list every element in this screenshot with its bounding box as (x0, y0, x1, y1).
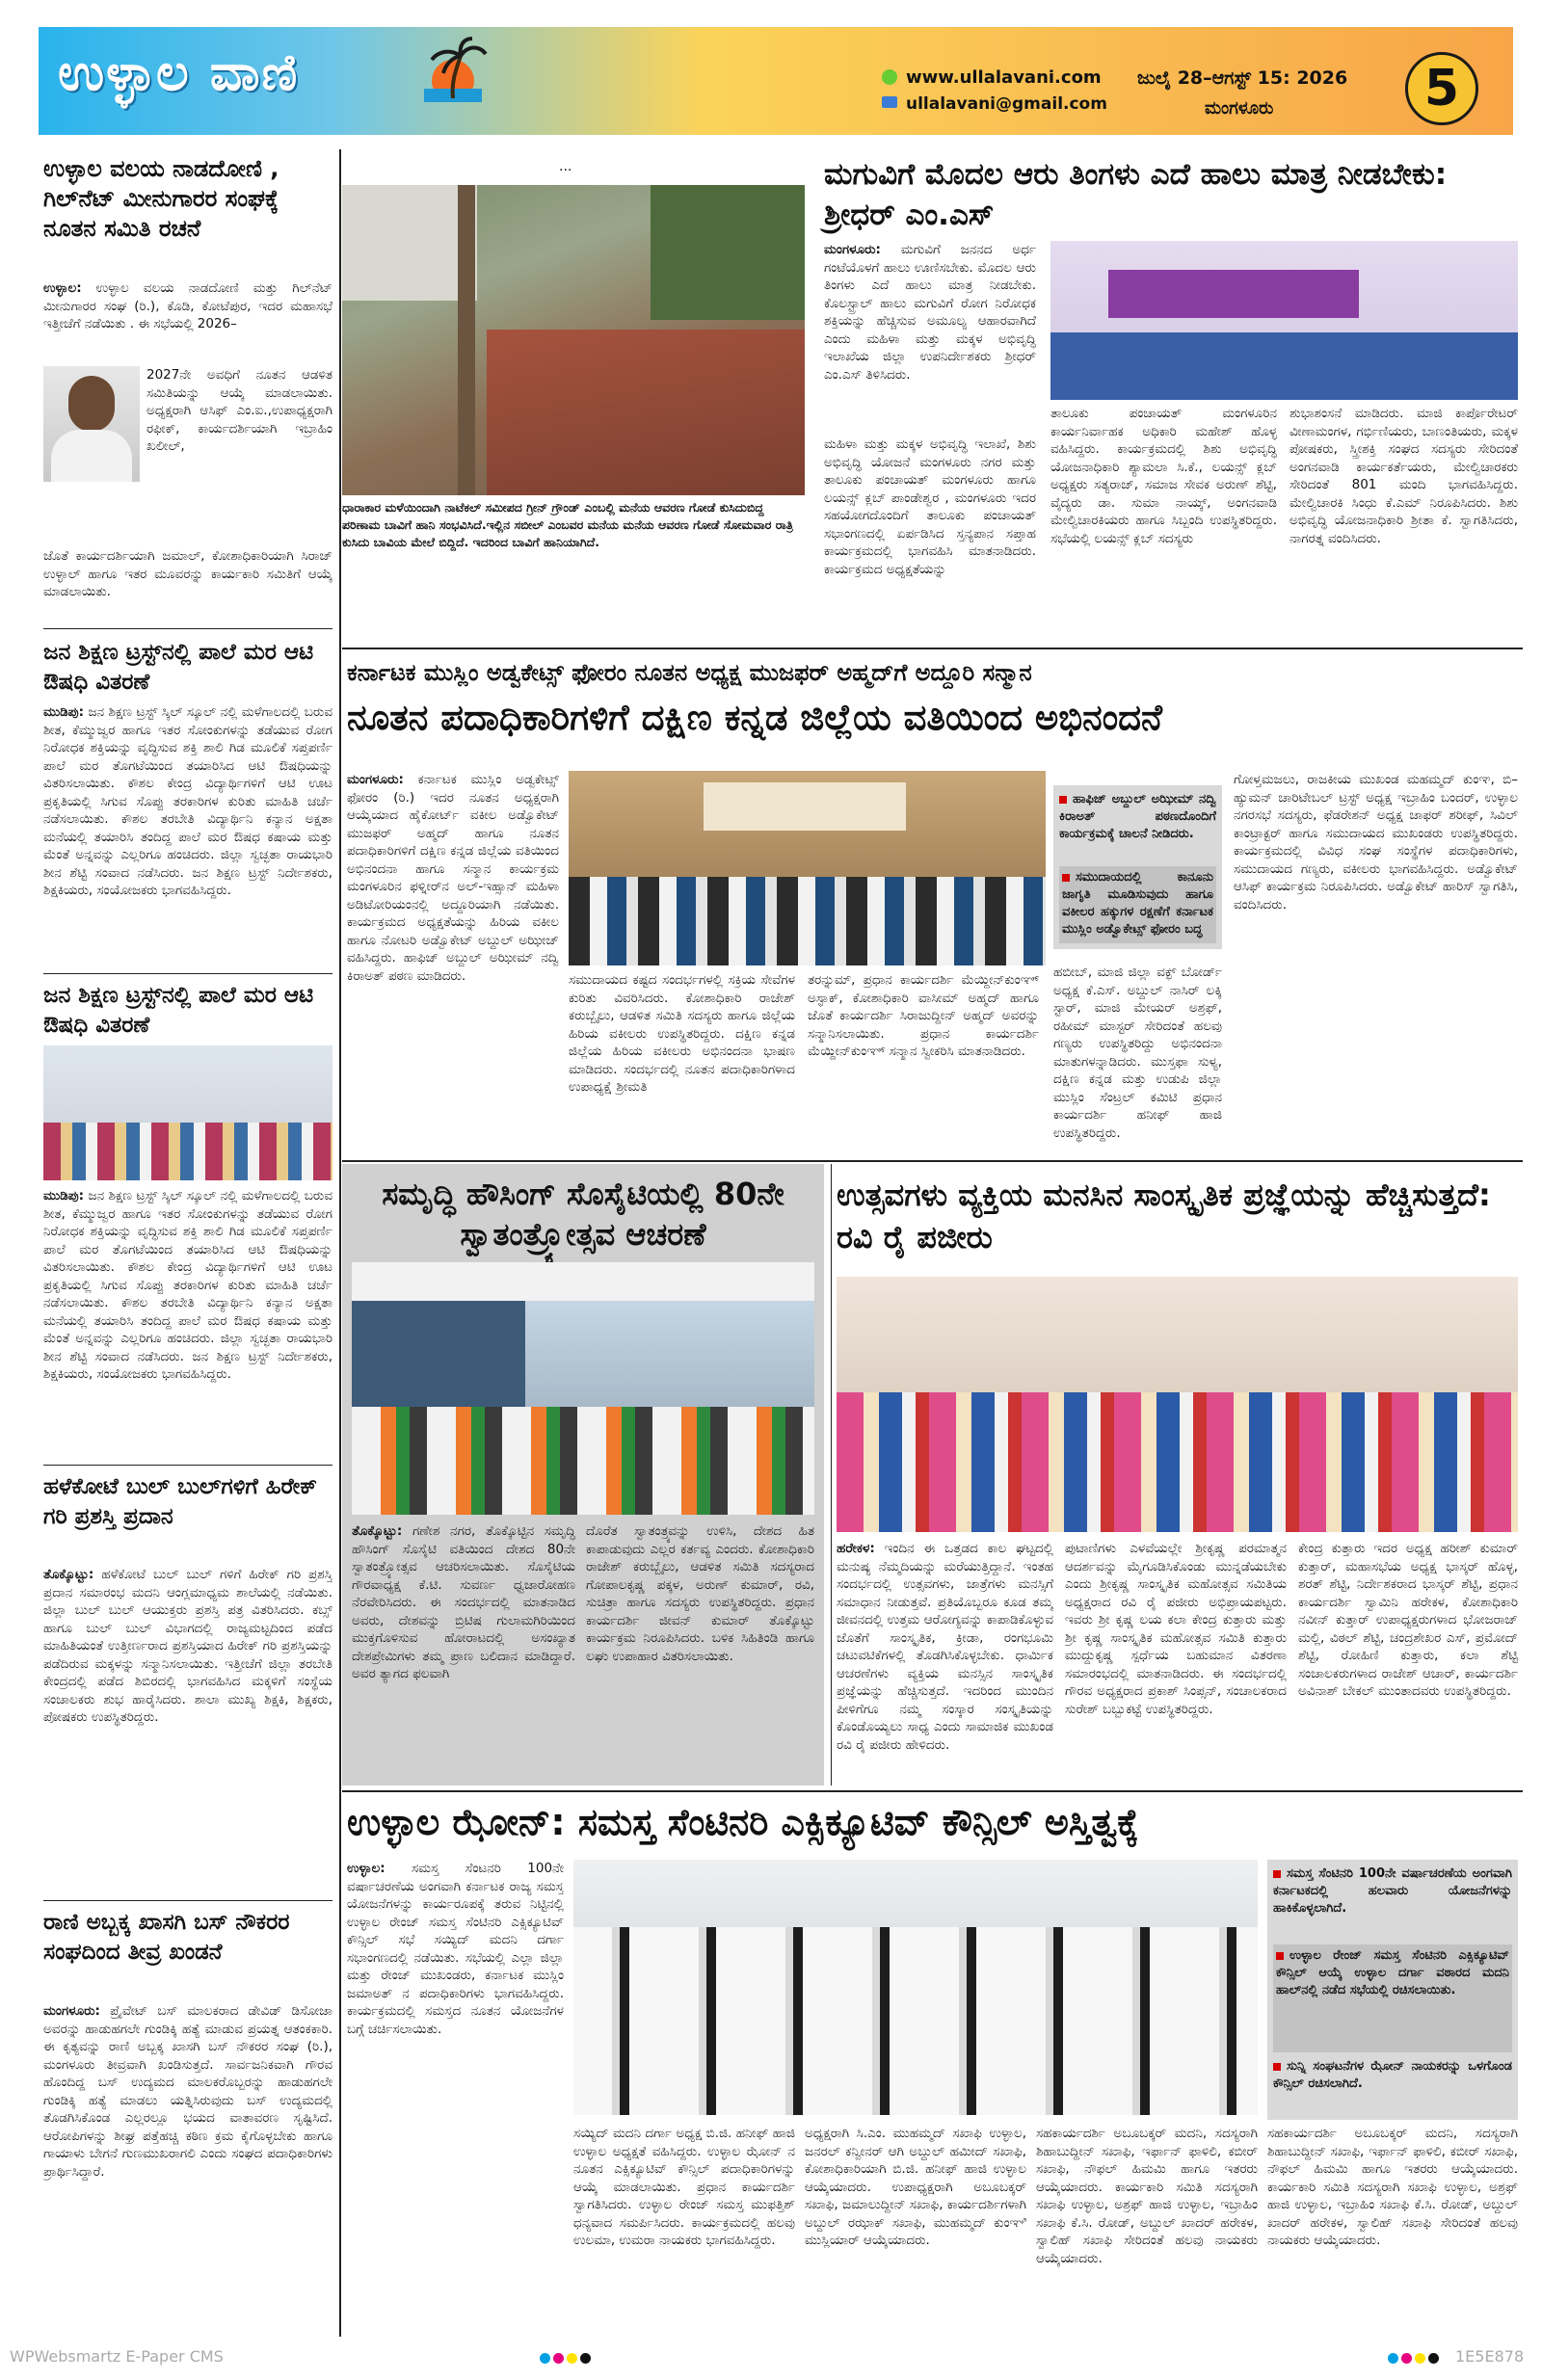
article-body: ತೊಕ್ಕೊಟ್ಟು: ಹಳೆಕೋಟೆ ಬುಲ್ ಬುಲ್ ಗಳಿಗೆ ಹಿರೇಕ್ ಗರಿ ಪ್ರಶಸ್ತಿ ಪ್ರದಾನ ಸಮಾರಂಭ ಮದನಿ ಆಂಗ್ಲಮಾಧ್ಯಮ ಶಾಲೆಯಲ್ಲಿ ನಡೆಯಿತು. ಜಿಲ್ಲಾ ಬುಲ್ ಬುಲ್ ಆಯುಕ್ತರು ಪ್ರಶಸ್ತಿ ಪತ್ರ ವಿತರಿಸಿದರು. ಕಬ್ಸ್ ಹಾಗೂ ಬುಲ್ ಬುಲ್ ವಿಭಾಗದಲ್ಲಿ ರಾಜ್ಯಮಟ್ಟದಿಂದ ಪಡೆದ ಮಾಹಿತಿಯಂತೆ ಉತ್ತೀರ್ಣರಾದ ಪ್ರಶಸ್ತಿಯಾದ ಹಿರೇಕ್ ಗರಿ ಪ್ರಶಸ್ತಿಯನ್ನು ಪಡೆದಿರುವ ಮಕ್ಕಳನ್ನು ಸನ್ಮಾನಿಸಲಾಯಿತು. ಇತ್ತೀಚೆಗೆ ಜಿಲ್ಲಾ ತರಬೇತಿ ಕೇಂದ್ರದಲ್ಲಿ ಪಡೆದ ಶಿಬಿರದಲ್ಲಿ ಭಾಗವಹಿಸಿದ ಮಕ್ಕಳಿಗೆ ಸಂಸ್ಥೆಯ ಸಂಚಾಲಕರು ಶುಭ ಹಾರೈಸಿದರು. ಶಾಲಾ ಮುಖ್ಯ ಶಿಕ್ಷಕಿ, ಶಿಕ್ಷಕರು, ಪೋಷಕರು ಉಪಸ್ಥಿತರಿದ್ದರು. (43, 1567, 332, 1725)
article-body: ತಾಲೂಕು ಪಂಚಾಯತ್ ಮಂಗಳೂರಿನ ಕಾರ್ಯನಿರ್ವಾಹಕ ಅಧಿಕಾರಿ ಮಹೇಶ್ ಹೊಳ್ಳ ವಹಿಸಿದ್ದರು. ಕಾರ್ಯಕ್ರಮದಲ್ಲಿ ಶಿಶು ಅಭಿವೃದ್ಧಿ ಯೋಜನಾಧಿಕಾರಿ ಶ್ಯಾಮಲಾ ಸಿ.ಕೆ., ಲಯನ್ಸ್ ಕ್ಲಬ್ ಅಧ್ಯಕ್ಷರು ಸತ್ಯರಾಜ್, ಸಮಾಜ ಸೇವಕ ಅರುಣ್ ಶೆಟ್ಟಿ, ವೈದ್ಯರು ಡಾ. ಸುಮಾ ನಾಯ್ಕ್, ಅಂಗನವಾಡಿ ಮೇಲ್ವಿಚಾರಕಿಯರು ಹಾಗೂ ಸಿಬ್ಬಂದಿ ಉಪಸ್ಥಿತರಿದ್ದರು. ಸಭೆಯಲ್ಲಿ ಲಯನ್ಸ್ ಕ್ಲಬ್ ಸದಸ್ಯರು (1050, 406, 1277, 546)
article-body: ಶುಭಾಶಂಸನೆ ಮಾಡಿದರು. ಮಾಜಿ ಕಾರ್ಪೊರೇಟರ್ ವೀಣಾಮಂಗಳ, ಗರ್ಭಿಣಿಯರು, ಬಾಣಂತಿಯರು, ಮಕ್ಕಳ ಪೋಷಕರು, ಸ್ತ್ರೀಶಕ್ತಿ ಸಂಘದ ಸದಸ್ಯರು ಸೇರಿದಂತೆ ಅಂಗನವಾಡಿ ಕಾರ್ಯಕರ್ತೆಯರು, ಮೇಲ್ವಿಚಾರಕರು ಸೇರಿದಂತೆ 801 ಮಂದಿ ಭಾಗವಹಿಸಿದ್ದರು. ಮೇಲ್ವಿಚಾರಕಿ ಸಿಂಧು ಕೆ.ಎಮ್ ನಿರೂಪಿಸಿದರು. ಶಿಶು ಅಭಿವೃದ್ಧಿ ಯೋಜನಾಧಿಕಾರಿ ಶ್ರೀತಾ ಕೆ. ಸ್ವಾಗತಿಸಿದರು, ನಾಗರತ್ನ ವಂದಿಸಿದರು. (1289, 406, 1518, 546)
divider (43, 1900, 332, 1901)
headline-bulbul-award: ಹಳೆಕೋಟೆ ಬುಲ್ ಬುಲ್‌ಗಳಿಗೆ ಹಿರೇಕ್ ಗರಿ ಪ್ರಶಸ್ತಿ ಪ್ರದಾನ (43, 1474, 318, 1529)
wall-collapse-photo (342, 185, 805, 495)
headline-jana-shikshana: ಜನ ಶಿಕ್ಷಣ ಟ್ರಸ್ಟ್‌ನಲ್ಲಿ ಪಾಲೆ ಮರ ಆಟಿ ಔಷಧಿ ವಿತರಣೆ (43, 640, 314, 695)
highlight-item: ಸಮುದಾಯದಲ್ಲಿ ಕಾನೂನು ಜಾಗೃತಿ ಮೂಡಿಸುವುದು ಹಾಗೂ ವಕೀಲರ ಹಕ್ಕುಗಳ ರಕ್ಷಣೆಗೆ ಕರ್ನಾಟಕ ಮುಸ್ಲಿಂ ಅಡ್ವೊಕೇಟ್ಸ್ ಫೋರಂ ಬದ್ಧ (1059, 866, 1216, 943)
kicker-muslim-forum: ಕರ್ನಾಟಕ ಮುಸ್ಲಿಂ ಅಡ್ವಕೇಟ್ಸ್ ಫೋರಂ ನೂತನ ಅಧ್ಯಕ್ಷ ಮುಜಫರ್ ಅಹ್ಮದ್‌ಗೆ ಅದ್ದೂರಿ ಸನ್ಮಾನ (347, 659, 1032, 686)
edition-city: ಮಂಗಳೂರು (1205, 98, 1274, 119)
article-body: ಮಂಗಳೂರು: ಪ್ರೈವೇಟ್ ಬಸ್ ಮಾಲಕರಾದ ಡೇವಿಡ್ ಡಿಸೋಜಾ ಅವರನ್ನು ಹಾಡುಹಗಲೇ ಗುಂಡಿಕ್ಕಿ ಹತ್ಯೆ ಮಾಡುವ ಪ್ರಯತ್ನ ಆತಂಕಕಾರಿ. ಈ ಕೃತ್ಯವನ್ನು ರಾಣಿ ಅಬ್ಬಕ್ಕ ಖಾಸಗಿ ಬಸ್ ನೌಕರರ ಸಂಘ (ರಿ.), ಮಂಗಳೂರು ತೀವ್ರವಾಗಿ ಖಂಡಿಸುತ್ತದೆ. ಸಾರ್ವಜನಿಕವಾಗಿ ಗೌರವ ಹೊಂದಿದ್ದ ಬಸ್ ಉದ್ಯಮದ ಮಾಲಕರೊಬ್ಬರನ್ನು ಹಾಡುಹಗಲೇ ಗುಂಡಿಕ್ಕಿ ಹತ್ಯೆ ಮಾಡಲು ಯತ್ನಿಸಿರುವುದು ಬಸ್ ಉದ್ಯಮದಲ್ಲಿ ತೊಡಗಿಸಿಕೊಂಡ ಎಲ್ಲರಲ್ಲೂ ಭಯದ ವಾತಾವರಣ ಸೃಷ್ಟಿಸಿದೆ. ಆರೋಪಿಗಳನ್ನು ಶೀಘ್ರ ಪತ್ತೆಹಚ್ಚಿ ಕಠಿಣ ಕ್ರಮ ಕೈಗೊಳ್ಳಬೇಕು ಹಾಗೂ ಗಾಯಾಳು ಬೇಗನೆ ಗುಣಮುಖರಾಗಲಿ ಎಂದು ಸಂಘದ ಪದಾಧಿಕಾರಿಗಳು ಪ್ರಾರ್ಥಿಸಿದ್ದಾರೆ. (43, 2003, 332, 2180)
headline-bus-union: ರಾಣಿ ಅಬ್ಬಕ್ಕ ಖಾಸಗಿ ಬಸ್ ನೌಕರರ ಸಂಘದಿಂದ ತೀವ್ರ ಖಂಡನೆ (43, 1910, 290, 1965)
article-body: ಹಬೀಬ್, ಮಾಜಿ ಜಿಲ್ಲಾ ವಕ್ಫ್ ಬೋರ್ಡ್ ಅಧ್ಯಕ್ಷ ಕೆ.ಎಸ್. ಅಬ್ದುಲ್ ನಾಸಿರ್ ಲಕ್ಕಿ ಸ್ಟಾರ್, ಮಾಜಿ ಮೇಯರ್ ಅಶ್ರಫ್, ರಹೀಮ್ ಮಾಸ್ಟರ್ ಸೇರಿದಂತೆ ಹಲವು ಗಣ್ಯರು ಉಪಸ್ಥಿತರಿದ್ದು ಅಭಿನಂದನಾ ಮಾತುಗಳನ್ನಾಡಿದರು. ಮುಸ್ತಫಾ ಸುಳ್ಯ, ದಕ್ಷಿಣ ಕನ್ನಡ ಮತ್ತು ಉಡುಪಿ ಜಿಲ್ಲಾ ಮುಸ್ಲಿಂ ಸೆಂಟ್ರಲ್ ಕಮಿಟಿ ಪ್ರಧಾನ ಕಾರ್ಯದರ್ಶಿ ಹನೀಫ್ ಹಾಜಿ ಉಪಸ್ಥಿತರಿದ್ದರು. (1053, 965, 1222, 1141)
article-body: ಮುಡಿಪು: ಜನ ಶಿಕ್ಷಣ ಟ್ರಸ್ಟ್ ಸ್ಕಿಲ್ ಸ್ಕೂಲ್ ನಲ್ಲಿ ಮಳೆಗಾಲದಲ್ಲಿ ಬರುವ ಶೀತ, ಕೆಮ್ಮುಜ್ವರ ಹಾಗೂ ಇತರ ಸೋಂಕುಗಳನ್ನು ತಡೆಯುವ ರೋಗ ನಿರೋಧಕ ಶಕ್ತಿಯನ್ನು ವೃದ್ಧಿಸುವ ಶಕ್ತಿ ಶಾಲಿ ಗಿಡ ಮೂಲಿಕೆ ಸಪ್ತಪರ್ಣಿ ಪಾಲೆ ಮರ ತೊಗಟೆಯಿಂದ ತಯಾರಿಸಿದ ಆಟಿ ಔಷಧಿಯನ್ನು ವಿತರಿಸಲಾಯಿತು. ಕೌಶಲ ಕೇಂದ್ರ ವಿದ್ಯಾರ್ಥಿಗಳಿಗೆ ಆಟಿ ಊಟ ಪ್ರಕೃತಿಯಲ್ಲಿ ಸಿಗುವ ಸೊಪ್ಪು ತರಕಾರಿಗಳ ಕುರಿತು ಮಾಹಿತಿ ಚರ್ಚೆ ನಡೆಸಲಾಯಿತು. ಕೌಶಲ ತರಬೇತಿ ವಿದ್ಯಾರ್ಥಿನಿ ಕನ್ಯಾನ ಅಕ್ಷತಾ ಮನೆಯಲ್ಲಿ ತಯಾರಿಸಿ ತಂದಿದ್ದ ಪಾಲೆ ಮರ ಔಷಧ ಕಷಾಯ ಮತ್ತು ಮೆಂತೆ ಅನ್ನವನ್ನು ಎಲ್ಲರಿಗೂ ಹಂಚಿದರು. ಜಿಲ್ಲಾ ಸ್ವಚ್ಛತಾ ರಾಯಭಾರಿ ಶೀನ ಶೆಟ್ಟಿ ಸಂವಾದ ನಡೆಸಿದರು. ಜನ ಶಿಕ್ಷಣ ಟ್ರಸ್ಟ್ ನಿರ್ದೇಶಕರು, ಶಿಕ್ಷಕಿಯರು, ಸಂಯೋಜಕರು ಭಾಗವಹಿಸಿದ್ದರು. (43, 704, 332, 898)
divider (342, 1160, 1523, 1162)
headline-housing: ಸಮೃದ್ಧಿ ಹೌಸಿಂಗ್ ಸೊಸೈಟಿಯಲ್ಲಿ 80ನೇ ಸ್ವಾತಂತ್ರ್ಯೋತ್ಸವ ಆಚರಣೆ (382, 1176, 784, 1253)
headline-ullal-zone: ಉಳ್ಳಾಲ ಝೋನ್: ಸಮಸ್ತ ಸೆಂಟಿನರಿ ಎಕ್ಸಿಕ್ಯೂಟಿವ್ ಕೌನ್ಸಿಲ್ ಅಸ್ತಿತ್ವಕ್ಕೆ (347, 1801, 1139, 1843)
council-photo (573, 1860, 1258, 2115)
headline-breastfeeding: ಮಗುವಿಗೆ ಮೊದಲ ಆರು ತಿಂಗಳು ಎದೆ ಹಾಲು ಮಾತ್ರ ನೀಡಬೇಕು: ಶ್ರೀಧರ್ ಎಂ.ಎಸ್ (824, 157, 1448, 232)
headline-muslim-forum: ನೂತನ ಪದಾಧಿಕಾರಿಗಳಿಗೆ ದಕ್ಷಿಣ ಕನ್ನಡ ಜಿಲ್ಲೆಯ ವತಿಯಿಂದ ಅಭಿನಂದನೆ (347, 697, 1163, 738)
face-shape (68, 376, 115, 432)
divider (43, 628, 332, 629)
article-body: ಸಯ್ಯಿದ್ ಮದನಿ ದರ್ಗಾ ಅಧ್ಯಕ್ಷ ಬಿ.ಜಿ. ಹನೀಫ್ ಹಾಜಿ ಉಳ್ಳಾಲ ಅಧ್ಯಕ್ಷತೆ ವಹಿಸಿದ್ದರು. ಉಳ್ಳಾಲ ಝೋನ್ ನ ನೂತನ ಎಕ್ಸಿಕ್ಯೂಟಿವ್ ಕೌನ್ಸಿಲ್ ಪದಾಧಿಕಾರಿಗಳನ್ನು ಆಯ್ಕೆ ಮಾಡಲಾಯಿತು. ಪ್ರಧಾನ ಕಾರ್ಯದರ್ಶಿ ಸ್ವಾಗತಿಸಿದರು. ಉಳ್ಳಾಲ ರೇಂಜ್ ಸಮಸ್ತ ಮುಫತ್ತಿಶ್ ಧನ್ಯವಾದ ಸಮರ್ಪಿಸಿದರು. ಕಾರ್ಯಕ್ರಮದಲ್ಲಿ ಹಲವು ಉಲಮಾ, ಉಮರಾ ನಾಯಕರು ಭಾಗವಹಿಸಿದ್ದರು. (573, 2126, 795, 2248)
article-body: ಸಮುದಾಯದ ಕಷ್ಟದ ಸಂದರ್ಭಗಳಲ್ಲಿ ಸಕ್ರಿಯ ಸೇವೆಗಳ ಕುರಿತು ವಿವರಿಸಿದರು. ಕೋಶಾಧಿಕಾರಿ ರಾಜೇಶ್ ಕರುಬ್ಬೈಲು, ಆಡಳಿತ ಸಮಿತಿ ಸದಸ್ಯರು ಹಾಗೂ ಜಿಲ್ಲೆಯ ಹಿರಿಯ ವಕೀಲರು ಉಪಸ್ಥಿತರಿದ್ದರು. ದಕ್ಷಿಣ ಕನ್ನಡ ಜಿಲ್ಲೆಯ ಹಿರಿಯ ವಕೀಲರು ಅಭಿನಂದನಾ ಭಾಷಣ ಮಾಡಿದರು. ಸಂದರ್ಭದಲ್ಲಿ ನೂತನ ಪದಾಧಿಕಾರಿಗಳಾದ ಉಪಾಧ್ಯಕ್ಷೆ ಶ್ರೀಮತಿ (569, 972, 795, 1095)
divider (342, 1790, 1523, 1792)
article-body: ತರನ್ನುಮ್, ಪ್ರಧಾನ ಕಾರ್ಯದರ್ಶಿ ಮೆಯ್ದೀನ್‌ಕುಂಞ್ ಅಸ್ಫಾಕ್, ಕೋಶಾಧಿಕಾರಿ ವಾಸೀಮ್ ಅಹ್ಮದ್ ಹಾಗೂ ಜೊತೆ ಕಾರ್ಯದರ್ಶಿ ಸಿರಾಜುದ್ದೀನ್ ಅಹ್ಮದ್ ಅವರನ್ನು ಸನ್ಮಾನಿಸಲಾಯಿತು. ಪ್ರಧಾನ ಕಾರ್ಯದರ್ಶಿ ಮೆಯ್ದೀನ್‌ಕುಂಞ್ ಸನ್ಮಾನ ಸ್ವೀಕರಿಸಿ ಮಾತನಾಡಿದರು. (808, 972, 1039, 1059)
color-registration-dots (540, 2349, 594, 2367)
article-body: ಅಧ್ಯಕ್ಷರಾಗಿ ಸಿ.ಎಂ. ಮುಹಮ್ಮದ್ ಸಖಾಫಿ ಉಳ್ಳಾಲ, ಜನರಲ್ ಕನ್ವೀನರ್ ಆಗಿ ಅಬ್ದುಲ್ ಹಮೀದ್ ಸಖಾಫಿ, ಕೋಶಾಧಿಕಾರಿಯಾಗಿ ಬಿ.ಜಿ. ಹನೀಫ್ ಹಾಜಿ ಉಳ್ಳಾಲ ಆಯ್ಕೆಯಾದರು. ಉಪಾಧ್ಯಕ್ಷರಾಗಿ ಅಬೂಬಕ್ಕರ್ ಸಖಾಫಿ, ಜಮಾಲುದ್ದೀನ್ ಸಖಾಫಿ, ಕಾರ್ಯದರ್ಶಿಗಳಾಗಿ ಅಬ್ದುಲ್ ರಝಾಕ್ ಸಖಾಫಿ, ಮುಹಮ್ಮದ್ ಕುಂಞಿ ಮುಸ್ಲಿಯಾರ್ ಆಯ್ಕೆಯಾದರು. (805, 2126, 1026, 2248)
edition-date: ಜುಲೈ 28–ಆಗಸ್ಟ್ 15: 2026 (1137, 67, 1348, 89)
highlight-item: ಉಳ್ಳಾಲ ರೇಂಜ್ ಸಮಸ್ತ ಸೆಂಟಿನರಿ ಎಕ್ಸಿಕ್ಯೂಟಿವ್ ಕೌನ್ಸಿಲ್ ಆಯ್ಕೆ ಉಳ್ಳಾಲ ದರ್ಗಾ ವಠಾರದ ಮದನಿ ಹಾಲ್‌ನಲ್ಲಿ ನಡೆದ ಸಭೆಯಲ್ಲಿ ರಚಿಸಲಾಯಿತು. (1273, 1944, 1512, 2052)
footer-cms: WPWebsmartz E-Paper CMS (10, 2347, 224, 2366)
photo-caption: ಧಾರಾಕಾರ ಮಳೆಯಿಂದಾಗಿ ನಾಟೆಕಲ್ ಸಮೀಪದ ಗ್ರೀನ್ ಗ್ರೌಂಡ್ ಎಂಬಲ್ಲಿ ಮನೆಯ ಆವರಣ ಗೋಡೆ ಕುಸಿದುಬಿದ್ದ ಪರಿಣಾಮ ಬಾವಿಗೆ ಹಾನಿ ಸಂಭವಿಸಿದೆ.ಇಲ್ಲಿನ ಸಬೀಲ್ ಎಂಬವರ ಮನೆಯ ಮನೆಯ ಆವರಣ ಗೋಡೆ ಸೋಮವಾರ ರಾತ್ರಿ ಕುಸಿದು ಬಾವಿಯ ಮೇಲೆ ಬಿದ್ದಿದೆ. ಇದರಿಂದ ಬಾವಿಗೆ ಹಾನಿಯಾಗಿದೆ. (342, 500, 793, 549)
article-body: 2027ನೇ ಅವಧಿಗೆ ನೂತನ ಆಡಳಿತ ಸಮಿತಿಯನ್ನು ಆಯ್ಕೆ ಮಾಡಲಾಯಿತು. ಅಧ್ಯಕ್ಷರಾಗಿ ಆಸಿಫ್ ಎಂ.ಐ.,ಉಪಾಧ್ಯಕ್ಷರಾಗಿ ರಫೀಕ್, ಕಾರ್ಯದರ್ಶಿಯಾಗಿ ಇಬ್ರಾಹಿಂ ಖಲೀಲ್, (146, 367, 332, 454)
headline-culture: ಉತ್ಸವಗಳು ವ್ಯಕ್ತಿಯ ಮನಸಿನ ಸಾಂಸ್ಕೃತಿಕ ಪ್ರಜ್ಞೆಯನ್ನು ಹೆಚ್ಚಿಸುತ್ತದೆ: ರವಿ ರೈ ಪಜೀರು (837, 1177, 1491, 1256)
divider (43, 973, 332, 974)
forum-group-photo (569, 771, 1046, 965)
footer-code: 1E5E878 (1455, 2347, 1525, 2366)
page-number: 5 (1405, 52, 1478, 125)
award-photo (837, 1277, 1518, 1532)
column-divider (831, 1164, 832, 1785)
article-body: ಪುಟಾಣಿಗಳು ಎಳವೆಯಲ್ಲೇ ಶ್ರೀಕೃಷ್ಣ ಪರಮಾತ್ಮನ ಆದರ್ಶವನ್ನು ಮೈಗೂಡಿಸಿಕೊಂಡು ಮುನ್ನಡೆಯಬೇಕು ಎಂದು ಶ್ರೀಕೃಷ್ಣ ಸಾಂಸ್ಕೃತಿಕ ಮಹೋತ್ಸವ ಸಮಿತಿಯ ಅಧ್ಯಕ್ಷರಾದ ರವಿ ರೈ ಪಜೀರು ಅಭಿಪ್ರಾಯಪಟ್ಟರು. ಇವರು ಶ್ರೀ ಕೃಷ್ಣ ಲಯ ಕಲಾ ಕೇಂದ್ರ ಕುತ್ತಾರು ಮತ್ತು ಶ್ರೀ ಕೃಷ್ಣ ಸಾಂಸ್ಕೃತಿಕ ಮಹೋತ್ಸವ ಸಮಿತಿ ಕುತ್ತಾರು ಮುದ್ದುಕೃಷ್ಣ ಸ್ಪರ್ಧೆಯ ಬಹುಮಾನ ವಿತರಣಾ ಸಮಾರಂಭದಲ್ಲಿ ಮಾತನಾಡಿದರು. ಈ ಸಂದರ್ಭದಲ್ಲಿ ಗೌರವ ಅಧ್ಯಕ್ಷರಾದ ಪ್ರಕಾಶ್ ಸಿಂಪ್ಸನ್, ಸಂಚಾಲಕರಾದ ಸುರೇಶ್ ಬಬ್ಬುಕಟ್ಟೆ ಉಪಸ್ಥಿತರಿದ್ದರು. (1065, 1541, 1287, 1717)
headline-ullal-fishermen: ಉಳ್ಳಾಲ ವಲಯ ನಾಡದೋಣಿ , ಗಿಲ್‌ನೆಟ್ ಮೀನುಗಾರರ ಸಂಘಕ್ಕೆ ನೂತನ ಸಮಿತಿ ರಚನೆ (43, 155, 279, 242)
highlight-item: ಹಾಫಿಜ್ ಅಬ್ದುಲ್ ಅಝೀಮ್ ನದ್ವಿ ಕಿರಾಅತ್ ಪಠಣದೊಂದಿಗೆ ಕಾರ್ಯಕ್ರಮಕ್ಕೆ ಚಾಲನೆ ನೀಡಿದರು. (1059, 792, 1216, 841)
highlight-box (1267, 1860, 1518, 2120)
highlight-item: ಸುನ್ನಿ ಸಂಘಟನೆಗಳ ಝೋನ್ ನಾಯಕರನ್ನು ಒಳಗೊಂಡ ಕೌನ್ಸಿಲ್ ರಚಿಸಲಾಗಿದೆ. (1273, 2059, 1512, 2091)
mail-icon (882, 96, 897, 108)
color-registration-dots (1388, 2349, 1442, 2367)
article-body: ಜೊತೆ ಕಾರ್ಯದರ್ಶಿಯಾಗಿ ಜಮಾಲ್, ಕೋಶಾಧಿಕಾರಿಯಾಗಿ ಸಿರಾಜ್ ಉಳ್ಳಾಲ್ ಹಾಗೂ ಇತರ ಮೂವರನ್ನು ಕಾರ್ಯಕಾರಿ ಸಮಿತಿಗೆ ಆಯ್ಕೆ ಮಾಡಲಾಯಿತು. (43, 548, 332, 599)
photo-marker: ... (559, 159, 572, 174)
flag-hoisting-photo (352, 1262, 814, 1515)
article-body: ಸಹಕಾರ್ಯದರ್ಶಿ ಅಬೂಬಕ್ಕರ್ ಮದನಿ, ಸದಸ್ಯರಾಗಿ ಶಿಹಾಬುದ್ದೀನ್ ಸಖಾಫಿ, ಇರ್ಫಾನ್ ಫಾಳಿಲಿ, ಕಬೀರ್ ಸಖಾಫಿ, ನೌಫಲ್ ಹಿಮಮಿ ಹಾಗೂ ಇತರರು ಆಯ್ಕೆಯಾದರು. ಕಾರ್ಯಕಾರಿ ಸಮಿತಿ ಸದಸ್ಯರಾಗಿ ಸಖಾಫಿ ಉಳ್ಳಾಲ, ಅಶ್ರಫ್ ಹಾಜಿ ಉಳ್ಳಾಲ, ಇಬ್ರಾಹಿಂ ಸಖಾಫಿ ಕೆ.ಸಿ. ರೋಡ್, ಅಬ್ದುಲ್ ಖಾದರ್ ಹರೇಕಳ, ಸ್ವಾಲಿಹ್ ಸಖಾಫಿ ಸೇರಿದಂತೆ ಹಲವು ನಾಯಕರು ಆಯ್ಕೆಯಾದರು. (1036, 2126, 1258, 2266)
group-photo (43, 1045, 332, 1180)
article-body: ದೊರೆತ ಸ್ವಾತಂತ್ರ್ಯವನ್ನು ಉಳಿಸಿ, ದೇಶದ ಹಿತ ಕಾಪಾಡುವುದು ಎಲ್ಲರ ಕರ್ತವ್ಯ ಎಂದರು. ಕೋಶಾಧಿಕಾರಿ ರಾಜೇಶ್ ಕರುಬ್ಬೈಲು, ಆಡಳಿತ ಸಮಿತಿ ಸದಸ್ಯರಾದ ಗೋಪಾಲಕೃಷ್ಣ ಪಕ್ಕಳ, ಅರುಣ್ ಕುಮಾರ್, ರವಿ, ಸುಚಿತ್ರಾ ಹಾಗೂ ಸದಸ್ಯರು ಉಪಸ್ಥಿತರಿದ್ದರು. ಪ್ರಧಾನ ಕಾರ್ಯದರ್ಶಿ ಜೀವನ್ ಕುಮಾರ್ ತೊಕ್ಕೊಟ್ಟು ಕಾರ್ಯಕ್ರಮ ನಿರೂಪಿಸಿದರು. ಬಳಿಕ ಸಿಹಿತಿಂಡಿ ಹಾಗೂ ಲಘು ಉಪಾಹಾರ ವಿತರಿಸಲಾಯಿತು. (586, 1523, 814, 1664)
body-text: ಉಳ್ಳಾಲ ವಲಯ ನಾಡದೋಣಿ ಮತ್ತು ಗಿಲ್‌ನೆಟ್ ಮೀನುಗಾರರ ಸಂಘ (ರಿ.), ಕೊಡಿ, ಕೋಟೆಪುರ, ಇದರ ಮಹಾಸಭೆ ಇತ್ತೀಚೆಗೆ ನಡೆಯಿತು . ಈ ಸಭೆಯಲ್ಲಿ 2026– (43, 280, 332, 331)
article-body: ಮಹಿಳಾ ಮತ್ತು ಮಕ್ಕಳ ಅಭಿವೃದ್ಧಿ ಇಲಾಖೆ, ಶಿಶು ಅಭಿವೃದ್ಧಿ ಯೋಜನೆ ಮಂಗಳೂರು ನಗರ ಮತ್ತು ತಾಲೂಕು ಪಂಚಾಯತ್ ಮಂಗಳೂರು ಹಾಗೂ ಲಯನ್ಸ್ ಕ್ಲಬ್ ಪಾಂಡೇಶ್ವರ , ಮಂಗಳೂರು ಇದರ ಸಹಯೋಗದೊಂದಿಗೆ ತಾಲೂಕು ಪಂಚಾಯತ್ ಸಭಾಂಗಣದಲ್ಲಿ ಏರ್ಪಡಿಸಿದ ಸ್ತನ್ಯಪಾನ ಸಪ್ತಾಹ ಕಾರ್ಯಕ್ರಮದಲ್ಲಿ ಭಾಗವಹಿಸಿ ಮಾತನಾಡಿದರು. ಕಾರ್ಯಕ್ರಮದ ಅಧ್ಯಕ್ಷತೆಯನ್ನು (824, 436, 1036, 577)
headline-jana-shikshana-2: ಜನ ಶಿಕ್ಷಣ ಟ್ರಸ್ಟ್‌ನಲ್ಲಿ ಪಾಲೆ ಮರ ಆಟಿ ಔಷಧಿ ವಿತರಣೆ (43, 983, 314, 1038)
divider (43, 1465, 332, 1466)
article-body: ಮಂಗಳೂರು: ಮಗುವಿಗೆ ಜನನದ ಅರ್ಧ ಗಂಟೆಯೊಳಗೆ ಹಾಲು ಊಣಿಸಬೇಕು. ಮೊದಲ ಆರು ತಿಂಗಳು ಎದೆ ಹಾಲು ಮಾತ್ರ ನೀಡಬೇಕು. ಕೊಲಸ್ಟ್ರಾಲ್ ಹಾಲು ಮಗುವಿಗೆ ರೋಗ ನಿರೋಧಕ ಶಕ್ತಿಯನ್ನು ಹೆಚ್ಚಿಸುವ ಅಮೂಲ್ಯ ಆಹಾರವಾಗಿದೆ ಎಂದು ಮಹಿಳಾ ಮತ್ತು ಮಕ್ಕಳ ಅಭಿವೃದ್ಧಿ ಇಲಾಖೆಯ ಜಿಲ್ಲಾ ಉಪನಿರ್ದೇಶಕರು ಶ್ರೀಧರ್ ಎಂ.ಎಸ್ ತಿಳಿಸಿದರು. (824, 242, 1036, 383)
site-email[interactable]: ullalavani@gmail.com (906, 94, 1107, 114)
shirt-shape (51, 430, 132, 482)
highlight-box (1053, 785, 1222, 949)
article-body: ಮಂಗಳೂರು: ಕರ್ನಾಟಕ ಮುಸ್ಲಿಂ ಅಡ್ವಕೇಟ್ಸ್ ಫೋರಂ (ರಿ.) ಇದರ ನೂತನ ಅಧ್ಯಕ್ಷರಾಗಿ ಆಯ್ಕೆಯಾದ ಹೈಕೋರ್ಟ್ ವಕೀಲ ಅಡ್ವೊಕೇಟ್ ಮುಜಫರ್ ಅಹ್ಮದ್ ಹಾಗೂ ನೂತನ ಪದಾಧಿಕಾರಿಗಳಿಗೆ ದಕ್ಷಿಣ ಕನ್ನಡ ಜಿಲ್ಲೆಯ ವತಿಯಿಂದ ಅಭಿನಂದನಾ ಹಾಗೂ ಸನ್ಮಾನ ಕಾರ್ಯಕ್ರಮ ಮಂಗಳೂರಿನ ಫಳ್ನೀರ್‌ನ ಅಲ್-ಇಹ್ಸಾನ್ ಮಹಿಳಾ ಅಡಿಟೋರಿಯಂನಲ್ಲಿ ಅದ್ದೂರಿಯಾಗಿ ನಡೆಯಿತು. ಕಾರ್ಯಕ್ರಮದ ಅಧ್ಯಕ್ಷತೆಯನ್ನು ಹಿರಿಯ ವಕೀಲ ಹಾಗೂ ನೋಟರಿ ಅಡ್ವೊಕೇಟ್ ಅಬ್ದುಲ್ ಅಝೀಜ್ ವಹಿಸಿದ್ದರು. ಹಾಫಿಜ್ ಅಬ್ದುಲ್ ಅಝೀಮ್ ನದ್ವಿ ಕಿರಾಅತ್ ಪಠಣ ಮಾಡಿದರು. (347, 772, 559, 984)
portrait-photo (43, 366, 140, 482)
globe-icon (882, 69, 897, 85)
divider (342, 648, 1523, 649)
article-body: ಗೋಳ್ತಮಜಲು, ರಾಜಕೀಯ ಮುಖಂಡ ಮಹಮ್ಮದ್ ಕುಂಞ, ಬಿ–ಹ್ಯುಮನ್ ಚಾರಿಟೇಬಲ್ ಟ್ರಸ್ಟ್ ಅಧ್ಯಕ್ಷ ಇಬ್ರಾಹಿಂ ಬಂದರ್, ಉಳ್ಳಾಲ ನಗರಸಭೆ ಸದಸ್ಯರು, ಫೆಡರೇಶನ್ ಅಧ್ಯಕ್ಷ ಜಾಫರ್ ಶರೀಫ್, ಸಿವಿಲ್ ಕಾಂಟ್ರಾಕ್ಟರ್ ಹಾಗೂ ಸಮುದಾಯದ ಮುಖಂಡರು ಉಪಸ್ಥಿತರಿದ್ದರು. ಕಾರ್ಯಕ್ರಮದಲ್ಲಿ ವಿವಿಧ ಸಂಘ ಸಂಸ್ಥೆಗಳ ಪದಾಧಿಕಾರಿಗಳು, ಸಮುದಾಯದ ಗಣ್ಯರು, ವಕೀಲರು ಭಾಗವಹಿಸಿದ್ದರು. ಅಡ್ವೊಕೇಟ್ ಆಸಿಫ್ ಕಾರ್ಯಕ್ರಮ ನಿರೂಪಿಸಿದರು. ಅಡ್ವೊಕೇಟ್ ಹಾರಿಸ್ ಸ್ವಾಗತಿಸಿ, ವಂದಿಸಿದರು. (1234, 772, 1518, 912)
highlight-item: ಸಮಸ್ತ ಸೆಂಟಿನರಿ 100ನೇ ವರ್ಷಾಚರಣೆಯ ಅಂಗವಾಗಿ ಕರ್ನಾಟಕದಲ್ಲಿ ಹಲವಾರು ಯೋಜನೆಗಳನ್ನು ಹಾಕಿಕೊಳ್ಳಲಾಗಿದೆ. (1273, 1866, 1512, 1916)
article-body: ಸಹಕಾರ್ಯದರ್ಶಿ ಅಬೂಬಕ್ಕರ್ ಮದನಿ, ಸದಸ್ಯರಾಗಿ ಶಿಹಾಬುದ್ದೀನ್ ಸಖಾಫಿ, ಇರ್ಫಾನ್ ಫಾಳಿಲಿ, ಕಬೀರ್ ಸಖಾಫಿ, ನೌಫಲ್ ಹಿಮಮಿ ಹಾಗೂ ಇತರರು ಆಯ್ಕೆಯಾದರು. ಕಾರ್ಯಕಾರಿ ಸಮಿತಿ ಸದಸ್ಯರಾಗಿ ಸಖಾಫಿ ಉಳ್ಳಾಲ, ಅಶ್ರಫ್ ಹಾಜಿ ಉಳ್ಳಾಲ, ಇಬ್ರಾಹಿಂ ಸಖಾಫಿ ಕೆ.ಸಿ. ರೋಡ್, ಅಬ್ದುಲ್ ಖಾದರ್ ಹರೇಕಳ, ಸ್ವಾಲಿಹ್ ಸಖಾಫಿ ಸೇರಿದಂತೆ ಹಲವು ನಾಯಕರು ಆಯ್ಕೆಯಾದರು. (1267, 2126, 1518, 2248)
palm-sunset-icon (414, 33, 492, 110)
article-body: ಹರೇಕಳ: ಇಂದಿನ ಈ ಒತ್ತಡದ ಕಾಲ ಘಟ್ಟದಲ್ಲಿ ಮನುಷ್ಯ ನೆಮ್ಮದಿಯನ್ನು ಮರೆಯುತ್ತಿದ್ದಾನೆ. ಇಂತಹ ಸಂದರ್ಭದಲ್ಲಿ ಉತ್ಸವಗಳು, ಜಾತ್ರೆಗಳು ಮನಸ್ಸಿಗೆ ಸಮಾಧಾನ ನೀಡುತ್ತವೆ. ಪ್ರತಿಯೊಬ್ಬರೂ ಕೂಡ ತಮ್ಮ ಜೀವನದಲ್ಲಿ ಉತ್ತಮ ಆರೋಗ್ಯವನ್ನು ಕಾಪಾಡಿಕೊಳ್ಳುವ ಜೊತೆಗೆ ಸಾಂಸ್ಕೃತಿಕ, ಕ್ರೀಡಾ, ರಂಗಭೂಮಿ ಚಟುವಟಿಕೆಗಳಲ್ಲಿ ತೊಡಗಿಸಿಕೊಳ್ಳಬೇಕು. ಧಾರ್ಮಿಕ ಆಚರಣೆಗಳು ವ್ಯಕ್ತಿಯ ಮನಸ್ಸಿನ ಸಾಂಸ್ಕೃತಿಕ ಪ್ರಜ್ಞೆಯನ್ನು ಹೆಚ್ಚಿಸುತ್ತದೆ. ಇದರಿಂದ ಮುಂದಿನ ಪೀಳಿಗೆಗೂ ನಮ್ಮ ಸಂಸ್ಕಾರ ಸಂಸ್ಕೃತಿಯನ್ನು ಕೊಂಡೊಯ್ಯಲು ಸಾಧ್ಯ ಎಂದು ಸಾಮಾಜಿಕ ಮುಖಂಡ ರವಿ ರೈ ಪಜೀರು ಹೇಳಿದರು. (837, 1541, 1053, 1753)
article-body (43, 279, 332, 366)
seminar-photo (1050, 241, 1518, 400)
article-body: ಮುಡಿಪು: ಜನ ಶಿಕ್ಷಣ ಟ್ರಸ್ಟ್ ಸ್ಕಿಲ್ ಸ್ಕೂಲ್ ನಲ್ಲಿ ಮಳೆಗಾಲದಲ್ಲಿ ಬರುವ ಶೀತ, ಕೆಮ್ಮುಜ್ವರ ಹಾಗೂ ಇತರ ಸೋಂಕುಗಳನ್ನು ತಡೆಯುವ ರೋಗ ನಿರೋಧಕ ಶಕ್ತಿಯನ್ನು ವೃದ್ಧಿಸುವ ಶಕ್ತಿ ಶಾಲಿ ಗಿಡ ಮೂಲಿಕೆ ಸಪ್ತಪರ್ಣಿ ಪಾಲೆ ಮರ ತೊಗಟೆಯಿಂದ ತಯಾರಿಸಿದ ಆಟಿ ಔಷಧಿಯನ್ನು ವಿತರಿಸಲಾಯಿತು. ಕೌಶಲ ಕೇಂದ್ರ ವಿದ್ಯಾರ್ಥಿಗಳಿಗೆ ಆಟಿ ಊಟ ಪ್ರಕೃತಿಯಲ್ಲಿ ಸಿಗುವ ಸೊಪ್ಪು ತರಕಾರಿಗಳ ಕುರಿತು ಮಾಹಿತಿ ಚರ್ಚೆ ನಡೆಸಲಾಯಿತು. ಕೌಶಲ ತರಬೇತಿ ವಿದ್ಯಾರ್ಥಿನಿ ಕನ್ಯಾನ ಅಕ್ಷತಾ ಮನೆಯಲ್ಲಿ ತಯಾರಿಸಿ ತಂದಿದ್ದ ಪಾಲೆ ಮರ ಔಷಧ ಕಷಾಯ ಮತ್ತು ಮೆಂತೆ ಅನ್ನವನ್ನು ಎಲ್ಲರಿಗೂ ಹಂಚಿದರು. ಜಿಲ್ಲಾ ಸ್ವಚ್ಛತಾ ರಾಯಭಾರಿ ಶೀನ ಶೆಟ್ಟಿ ಸಂವಾದ ನಡೆಸಿದರು. ಜನ ಶಿಕ್ಷಣ ಟ್ರಸ್ಟ್ ನಿರ್ದೇಶಕರು, ಶಿಕ್ಷಕಿಯರು, ಸಂಯೋಜಕರು ಭಾಗವಹಿಸಿದ್ದರು. (43, 1188, 332, 1382)
site-url[interactable]: www.ullalavani.com (906, 67, 1102, 88)
column-divider (339, 149, 341, 2337)
article-body: ಉಳ್ಳಾಲ: ಸಮಸ್ತ ಸೆಂಟನರಿ 100ನೇ ವರ್ಷಾಚರಣೆಯ ಅಂಗವಾಗಿ ಕರ್ನಾಟಕ ರಾಜ್ಯ ಸಮಸ್ತ ಯೋಜನೆಗಳನ್ನು ಕಾರ್ಯರೂಪಕ್ಕೆ ತರುವ ನಿಟ್ಟಿನಲ್ಲಿ ಉಳ್ಳಾಲ ರೇಂಜ್ ಸಮಸ್ತ ಸೆಂಟಿನರಿ ಎಕ್ಸಿಕ್ಯೂಟಿವ್ ಕೌನ್ಸಿಲ್ ಸಭೆ ಸಯ್ಯಿದ್ ಮದನಿ ದರ್ಗಾ ಸಭಾಂಗಣದಲ್ಲಿ ನಡೆಯಿತು. ಸಭೆಯಲ್ಲಿ ಎಲ್ಲಾ ಜಿಲ್ಲಾ ಮತ್ತು ರೇಂಜ್ ಮುಖಂಡರು, ಕರ್ನಾಟಕ ಮುಸ್ಲಿಂ ಜಮಾಅತ್ ನ ಪದಾಧಿಕಾರಿಗಳು ಭಾಗವಹಿಸಿದ್ದರು. ಕಾರ್ಯಕ್ರಮದಲ್ಲಿ ಸಮಸ್ತದ ನೂತನ ಯೋಜನೆಗಳ ಬಗ್ಗೆ ಚರ್ಚಿಸಲಾಯಿತು. (347, 1861, 564, 2037)
article-body: ಕೇಂದ್ರ ಕುತ್ತಾರು ಇದರ ಅಧ್ಯಕ್ಷ ಹರೀಶ್ ಕುಮಾರ್ ಕುತ್ತಾರ್, ಮಹಾಸಭೆಯ ಅಧ್ಯಕ್ಷ ಭಾಸ್ಕರ್ ಹೊಳ್ಳ, ಶರತ್ ಶೆಟ್ಟಿ, ನಿರ್ದೇಶಕರಾದ ಭಾಸ್ಕರ್ ಶೆಟ್ಟಿ, ಪ್ರಧಾನ ಕಾರ್ಯದರ್ಶಿ ಸ್ವಾಮಿನಿ ಹರೇಕಳ, ಕೋಶಾಧಿಕಾರಿ ನವೀನ್ ಕುತ್ತಾರ್ ಉಪಾಧ್ಯಕ್ಷರುಗಳಾದ ಭೋಜರಾಜ್ ಮಲ್ಲಿ, ವಿಠಲ್ ಶೆಟ್ಟಿ, ಚಂದ್ರಶೇಖರ ಎಸ್, ಪ್ರಮೋದ್ ಶೆಟ್ಟಿ, ರೋಹಿಣಿ ಕುತ್ತಾರು, ಕಲಾ ಶೆಟ್ಟಿ ಸಂಚಾಲಕರುಗಳಾದ ರಾಜೇಶ್ ಆಚಾರ್, ಕಾರ್ಯದರ್ಶಿ ಅವಿನಾಶ್ ಬೇಕಲ್ ಮುಂತಾದವರು ಉಪಸ್ಥಿತರಿದ್ದರು. (1298, 1541, 1518, 1699)
article-body: ತೊಕ್ಕೊಟ್ಟು: ಗಣೇಶ ನಗರ, ತೊಕ್ಕೊಟ್ಟಿನ ಸಮೃದ್ಧಿ ಹೌಸಿಂಗ್ ಸೊಸೈಟಿ ವತಿಯಿಂದ ದೇಶದ 80ನೇ ಸ್ವಾತಂತ್ರ್ಯೋತ್ಸವ ಆಚರಿಸಲಾಯಿತು. ಸೊಸೈಟಿಯ ಗೌರವಾಧ್ಯಕ್ಷ ಕೆ.ಟಿ. ಸುವರ್ಣ ಧ್ವಜಾರೋಹಣ ನೆರವೇರಿಸಿದರು. ಈ ಸಂದರ್ಭದಲ್ಲಿ ಮಾತನಾಡಿದ ಅವರು, ದೇಶವನ್ನು ಬ್ರಿಟಿಷ ಗುಲಾಮಗಿರಿಯಿಂದ ಮುಕ್ತಗೊಳಿಸುವ ಹೋರಾಟದಲ್ಲಿ ಅಸಂಖ್ಯಾತ ದೇಶಪ್ರೇಮಿಗಳು ತಮ್ಮ ಪ್ರಾಣ ಬಲಿದಾನ ಮಾಡಿದ್ದಾರೆ. ಅವರ ತ್ಯಾಗದ ಫಲವಾಗಿ (352, 1523, 575, 1681)
dateline: ಉಳ್ಳಾಲ: (43, 280, 82, 296)
logo: ಉಳ್ಳಾಲ ವಾಣಿ (58, 44, 300, 102)
